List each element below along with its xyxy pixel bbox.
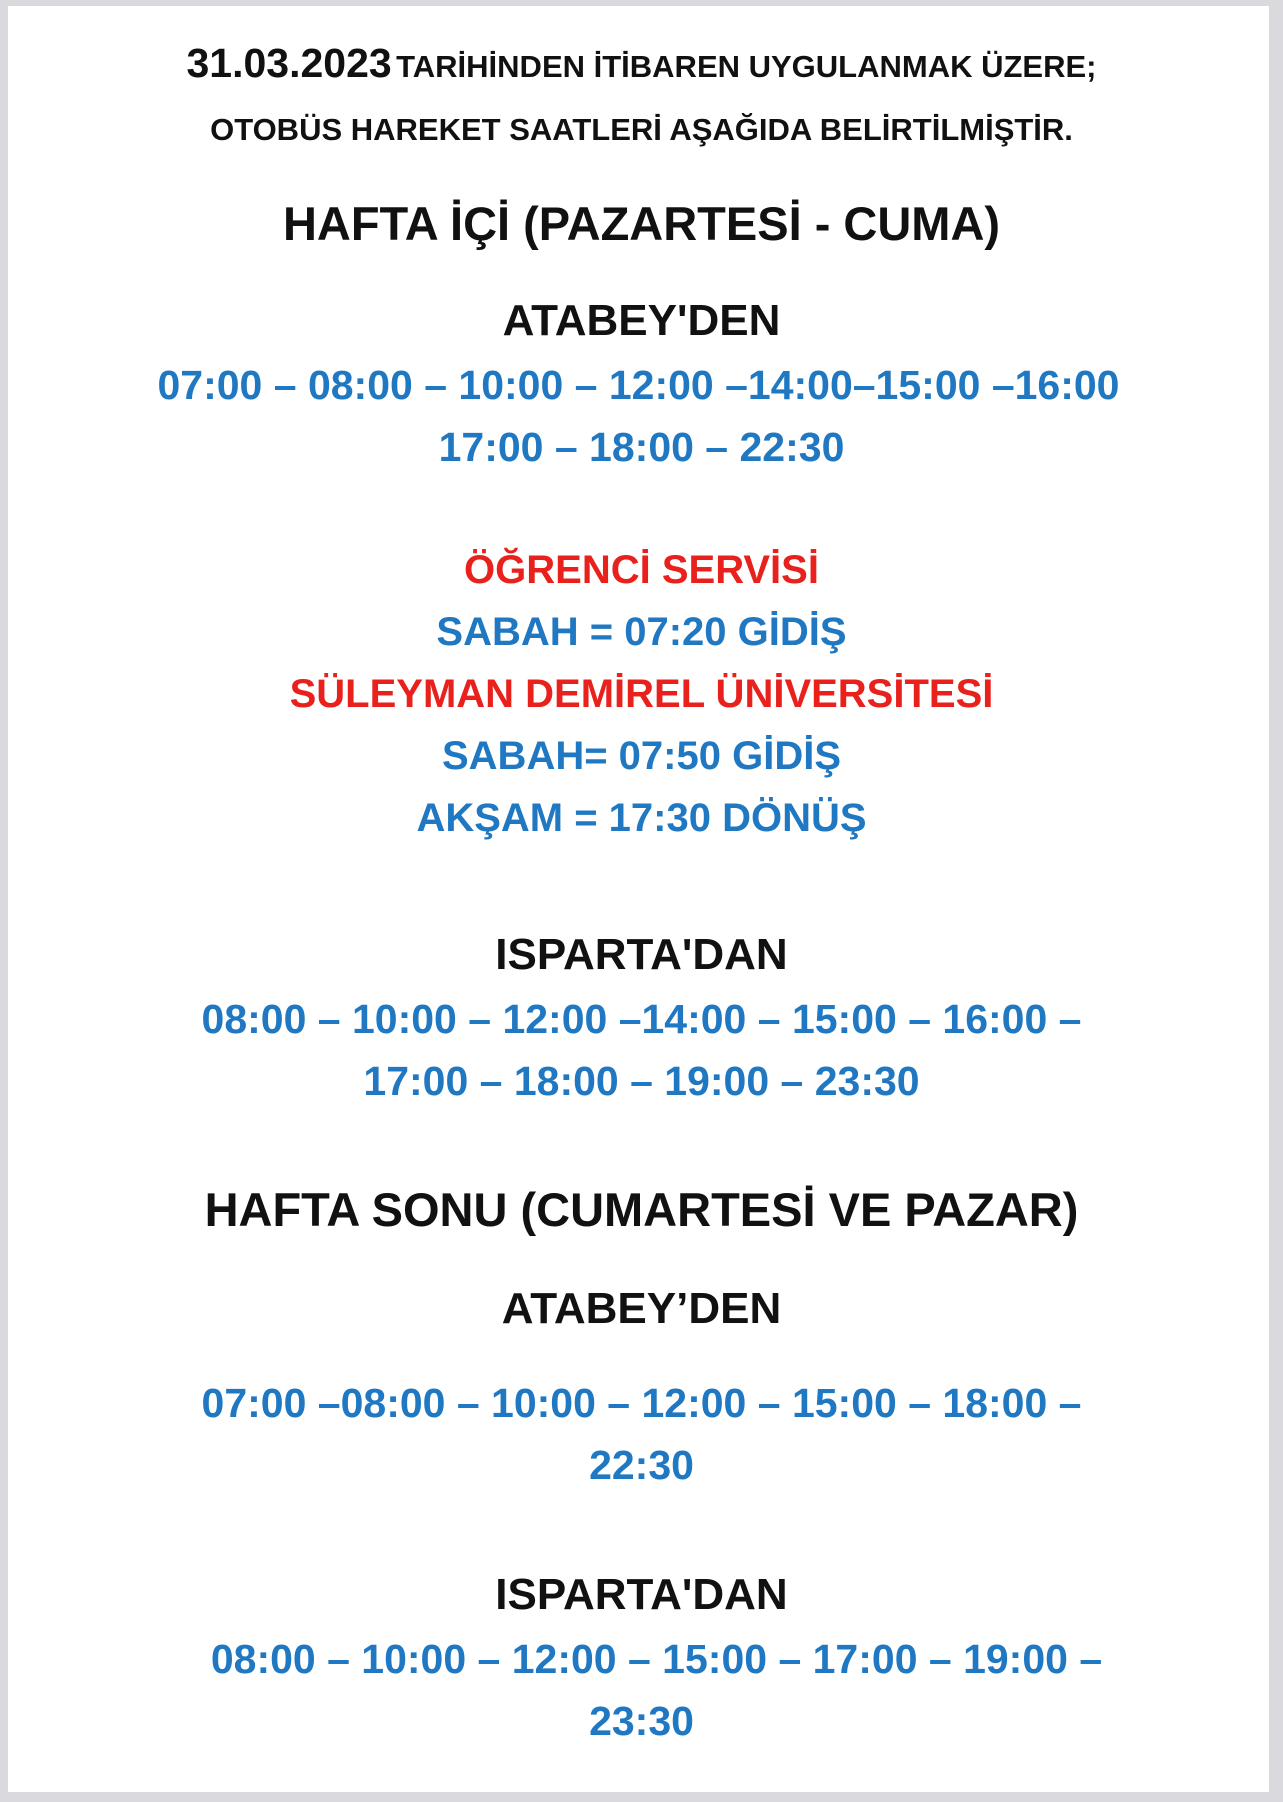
weekdays-isparta-times-2: 17:00 – 18:00 – 19:00 – 23:30 <box>363 1058 920 1104</box>
header-intro-text: TARİHİNDEN İTİBAREN UYGULANMAK ÜZERE; <box>396 49 1097 84</box>
weekdays-isparta-times-1: 08:00 – 10:00 – 12:00 –14:00 – 15:00 – 16:00 – <box>201 996 1082 1042</box>
weekdays-atabey-times-1: 07:00 – 08:00 – 10:00 – 12:00 –14:00–15:00 –16:00 <box>157 362 1120 408</box>
weekend-isparta-times-1: 08:00 – 10:00 – 12:00 – 15:00 – 17:00 – 19:00 – <box>210 1636 1103 1682</box>
weekdays-title: HAFTA İÇİ (PAZARTESİ - CUMA) <box>282 197 1001 250</box>
university-morning-departure: SABAH= 07:50 GİDİŞ <box>441 734 842 778</box>
weekdays-isparta-title: ISPARTA'DAN <box>495 930 788 979</box>
weekdays-atabey-times-2: 17:00 – 18:00 – 22:30 <box>438 424 845 470</box>
weekdays-atabey-title: ATABEY'DEN <box>502 296 781 345</box>
header-line-1 <box>0 40 1283 87</box>
weekend-atabey-times-2: 22:30 <box>589 1442 694 1488</box>
weekend-atabey-title: ATABEY’DEN <box>501 1284 782 1333</box>
effective-date: 31.03.2023 <box>186 40 392 86</box>
document-page <box>8 6 1269 1792</box>
weekend-isparta-times-2: 23:30 <box>589 1698 694 1744</box>
weekend-isparta-title: ISPARTA'DAN <box>495 1570 788 1619</box>
student-service-title: ÖĞRENCİ SERVİSİ <box>464 548 819 592</box>
student-morning-departure: SABAH = 07:20 GİDİŞ <box>436 610 847 654</box>
university-evening-return: AKŞAM = 17:30 DÖNÜŞ <box>416 796 867 840</box>
weekend-atabey-times-1: 07:00 –08:00 – 10:00 – 12:00 – 15:00 – 18:00 – <box>201 1380 1082 1426</box>
university-title: SÜLEYMAN DEMİREL ÜNİVERSİTESİ <box>289 672 994 716</box>
header-line-2: OTOBÜS HAREKET SAATLERİ AŞAĞIDA BELİRTİLMİŞTİR. <box>210 112 1073 147</box>
weekend-title: HAFTA SONU (CUMARTESİ VE PAZAR) <box>204 1183 1079 1236</box>
